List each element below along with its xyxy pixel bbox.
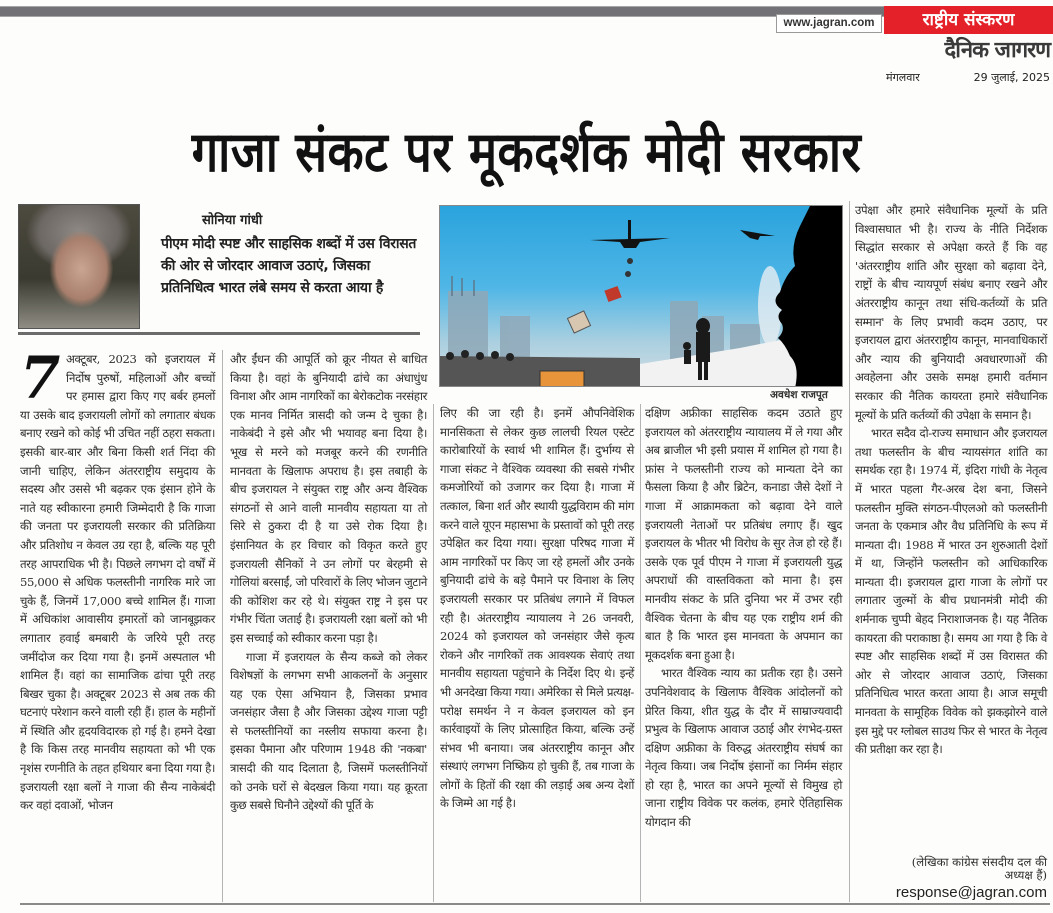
article-headline: गाजा संकट पर मूकदर्शक मोदी सरकार <box>191 120 862 186</box>
dropcap: 7 <box>20 344 61 412</box>
article-column-3 <box>440 404 634 813</box>
cartoon-credit: अवधेश राजपूत <box>770 389 828 401</box>
day-of-week: मंगलवार <box>886 71 920 84</box>
page-bottom-rule <box>20 903 1050 905</box>
paragraph: भारत वैश्विक न्याय का प्रतीक रहा है। उसने उपनिवेशवाद के खिलाफ वैश्विक आंदोलनों को प्रेरित किया, शीत युद्ध के दौर में साम्राज्यवादी प्रभुत्व के खिलाफ आवाज उठाई और रंगभेद-ग्रस्त दक्षिण अफ्रीका के विरुद्ध अंतरराष्ट्रीय संघर्ष का नेतृत्व किया। जब निर्दोष इंसानों का निर्मम संहार हो रहा है, भारत का अपने मूल्यों से विमुख हो जाना राष्ट्रीय विवेक पर कलंक, हमारे ऐतिहासिक योगदान की <box>645 666 842 830</box>
dateline <box>880 70 1050 85</box>
paragraph: भारत सदैव दो-राज्य समाधान और इजरायल तथा फलस्तीन के बीच न्यायसंगत शांति का समर्थक रहा है। 1974 में, इंदिरा गांधी के नेतृत्व में भारत पहला गैर-अरब देश बना, जिसने फलस्तीन मुक्ति संगठन-पीएलओ को फलस्तीनी जनता के एकमात्र और वैध प्रतिनिधि के रूप में मान्यता दी। 1988 में भारत उन शुरुआती देशों में था, जिन्होंने फलस्तीन को आधिकारिक मान्यता दी। इजरायल द्वारा गाजा के लोगों पर लगातार जुल्मों के बीच प्रधानमंत्री मोदी की शर्मनाक चुप्पी बेहद निराशाजनक है। यह नैतिक कायरता की पराकाष्ठा है। समय आ गया है कि वे स्पष्ट और साहसिक शब्दों में उस विरासत की ओर से जोरदार आवाज उठाएं, जिसका प्रतिनिधित्व भारत करता आया है। आज समूची मानवता के सामूहिक विवेक को झकझोरने वाले इस मुद्दे पर ग्लोबल साउथ फिर से भारत के नेतृत्व की प्रतीक्षा कर रहा है। <box>855 426 1047 757</box>
article-column-5 <box>855 201 1047 759</box>
website-url[interactable]: www.jagran.com <box>776 14 882 33</box>
column-divider <box>849 201 850 902</box>
editorial-cartoon <box>439 205 843 387</box>
author-name: सोनिया गांधी <box>202 213 263 228</box>
edition-label: राष्ट्रीय संस्करण <box>884 6 1053 34</box>
paragraph: और ईंधन की आपूर्ति को क्रूर नीयत से बाधित किया है। वहां के बुनियादी ढांचे का अंधाधुंध विनाश और आम नागरिकों का बेरोकटोक नरसंहार एक मानव निर्मित त्रासदी को जन्म दे चुका है। नाकेबंदी ने इसे और भी भयावह बना दिया है। भूख से मरने को मजबूर करने की रणनीति मानवता के खिलाफ अपराध है। इस तबाही के बीच इजरायल ने संयुक्त राष्ट्र और अन्य वैश्विक संगठनों से आने वाली मानवीय सहायता या तो सिरे से ठुकरा दी है या उसे रोक दिया है। इंसानियत के हर विचार को विकृत करते हुए इजरायली सैनिकों ने उन लोगों पर बेरहमी से गोलियां बरसाईं, जो परिवारों के लिए भोजन जुटाने की कोशिश कर रहे थे। संयुक्त राष्ट्र ने इस पर गंभीर चिंता जताई है। इजरायली रक्षा बलों को भी इस सच्चाई को स्वीकार करना पड़ा है। <box>230 352 427 645</box>
paragraph: दक्षिण अफ्रीका साहसिक कदम उठाते हुए इजरायल को अंतरराष्ट्रीय न्यायालय में ले गया और अब ब्राजील भी इसी प्रयास में शामिल हो गया है। फ्रांस ने फलस्तीनी राज्य को मान्यता देने का फैसला किया है और ब्रिटेन, कनाडा जैसे देशों ने गाजा में आक्रामकता को बढ़ावा देने वाले इजरायली नेताओं पर प्रतिबंध लगाए हैं। खुद इजरायल के भीतर भी विरोध के सुर तेज हो रहे हैं। उसके एक पूर्व पीएम ने गाजा में इजरायली युद्ध अपराधों की वास्तविकता को माना है। इस मानवीय संकट के प्रति दुनिया भर में उभर रही वैश्विक चेतना के बीच यह एक राष्ट्रीय शर्म की बात है कि भारत इस मानवता के अपमान का मूकदर्शक बना हुआ है। <box>645 406 842 662</box>
paragraph: गाजा में इजरायल के सैन्य कब्जे को लेकर विशेषज्ञों के लगभग सभी आकलनों के अनुसार यह एक ऐसा अभियान है, जिसका प्रभाव जनसंहार जैसा है और जिसका उद्देश्य गाजा पट्टी से फलस्तीनियों का नस्लीय सफाया करना है। इसका पैमाना और परिणाम 1948 की 'नकबा' त्रासदी की याद दिलाता है, जिसमें फलस्तीनियों को उनके घरों से बेदखल किया गया। यह क्रूरता कुछ सबसे घिनौने उद्देश्यों की पूर्ति के <box>230 649 427 813</box>
paragraph: उपेक्षा और हमारे संवैधानिक मूल्यों के प्रति विश्वासघात भी है। राज्य के नीति निर्देशक सिद्धांत सरकार से अपेक्षा करते हैं कि वह 'अंतरराष्ट्रीय शांति और सुरक्षा को बढ़ावा देने, राष्ट्रों के बीच न्यायपूर्ण संबंध बनाए रखने और अंतरराष्ट्रीय कानून तथा संधि-कर्तव्यों के प्रति सम्मान' के लिए प्रभावी कदम उठाए, पर इजरायल द्वारा अंतरराष्ट्रीय कानून, मानवाधिकारों और न्याय की बुनियादी अवधारणाओं की अवहेलना और उसके समक्ष हमारी वर्तमान सरकार की नैतिक कायरता हमारे संवैधानिक मूल्यों के प्रति कर्तव्यों की उपेक्षा के समान है। <box>855 203 1047 422</box>
pull-quote: पीएम मोदी स्पष्ट और साहसिक शब्दों में उस विरासत की ओर से जोरदार आवाज उठाएं, जिसका प्रतिनिधित्व भारत लंबे समय से करता आया है <box>161 236 417 296</box>
article-column-1 <box>20 344 215 815</box>
paragraph: लिए की जा रही है। इनमें औपनिवेशिक मानसिकता से लेकर कुछ लालची रियल एस्टेट कारोबारियों के स्वार्थ भी शामिल हैं। दुर्भाग्य से गाजा संकट ने वैश्विक व्यवस्था की सबसे गंभीर कमजोरियों को उजागर कर दिया है। गाजा में तत्काल, बिना शर्त और स्थायी युद्धविराम की मांग करने वाले यूएन महासभा के प्रस्तावों को पूरी तरह उपेक्षित कर दिया गया। सुरक्षा परिषद गाजा में आम नागरिकों पर किए जा रहे हमलों और उनके बुनियादी ढांचे के बड़े पैमाने पर विनाश के लिए इजरायली सरकार पर प्रतिबंध लगाने में विफल रही है। अंतरराष्ट्रीय न्यायालय ने 26 जनवरी, 2024 को इजरायल को जनसंहार जैसे कृत्य रोकने और नागरिकों तक आवश्यक सेवाएं तथा मानवीय सहायता पहुंचाने के निर्देश दिए थे। इन्हें भी अनदेखा किया गया। अमेरिका से मिले प्रत्यक्ष-परोक्ष समर्थन ने न केवल इजरायल को इन कार्रवाइयों के लिए प्रोत्साहित किया, बल्कि उन्हें संभव भी बनाया। जब अंतरराष्ट्रीय कानून और संस्थाएं लगभग निष्क्रिय हो चुकी हैं, तब गाजा के लोगों के हितों की रक्षा की लड़ाई अब अन्य देशों के जिम्मे आ गई है। <box>440 406 634 811</box>
publication-date: 29 जुलाई, 2025 <box>973 71 1050 84</box>
article-column-4 <box>645 404 842 832</box>
author-photo <box>18 204 140 329</box>
cartoon-illustration <box>440 206 843 387</box>
author-box-divider <box>18 332 420 335</box>
author-designation-line: (लेखिका कांग्रेस संसदीय दल की <box>911 855 1047 869</box>
column-divider <box>433 404 434 902</box>
newspaper-masthead-logo: दैनिक जागरण <box>944 37 1050 63</box>
author-designation-line: अध्यक्ष हैं) <box>1004 868 1047 882</box>
response-email[interactable]: response@jagran.com <box>895 884 1047 901</box>
author-designation <box>855 866 1047 884</box>
column-divider <box>222 350 223 902</box>
article-column-2 <box>230 350 427 815</box>
paragraph: अक्टूबर, 2023 को इजरायल में निर्दोष पुरुषों, महिलाओं और बच्चों पर हमास द्वारा किए गए बर्बर हमलों या उसके बाद इजरायली लोगों को लगातार बंधक बनाए रखने को कोई भी उचित नहीं ठहरा सकता। इसकी बार-बार और बिना किसी शर्त निंदा की जानी चाहिए, लेकिन अंतरराष्ट्रीय समुदाय के सदस्य और उससे भी बढ़कर एक इंसान होने के नाते यह स्वीकारना हमारी जिम्मेदारी है कि गाजा की जनता पर इजरायली सरकार की प्रतिक्रिया और प्रतिशोध न केवल उग्र रहा है, बल्कि यह पूरी तरह आपराधिक भी है। पिछले लगभग दो वर्षों में 55,000 से अधिक फलस्तीनी नागरिक मारे जा चुके हैं, जिनमें 17,000 बच्चे शामिल हैं। गाजा में अधिकांश आवासीय इमारतों को जानबूझकर लगातार हवाई बमबारी के जरिये पूरी तरह जमींदोज कर दिया गया है। इनमें अस्पताल भी शामिल हैं। वहां का सामाजिक ढांचा पूरी तरह बिखर चुका है। अक्टूबर 2023 से अब तक की घटनाएं परेशान करने वाली रही हैं। हाल के महीनों में स्थिति और हृदयविदारक हो गई है। हमने देखा है कि किस तरह मानवीय सहायता को भी एक नृशंस रणनीति के तहत हथियार बना दिया गया है। इजरायली रक्षा बलों ने गाजा की सैन्य नाकेबंदी कर वहां दवाओं, भोजन <box>20 352 215 813</box>
masthead-top-bar <box>0 6 885 17</box>
author-box <box>18 204 420 332</box>
column-divider <box>640 404 641 902</box>
